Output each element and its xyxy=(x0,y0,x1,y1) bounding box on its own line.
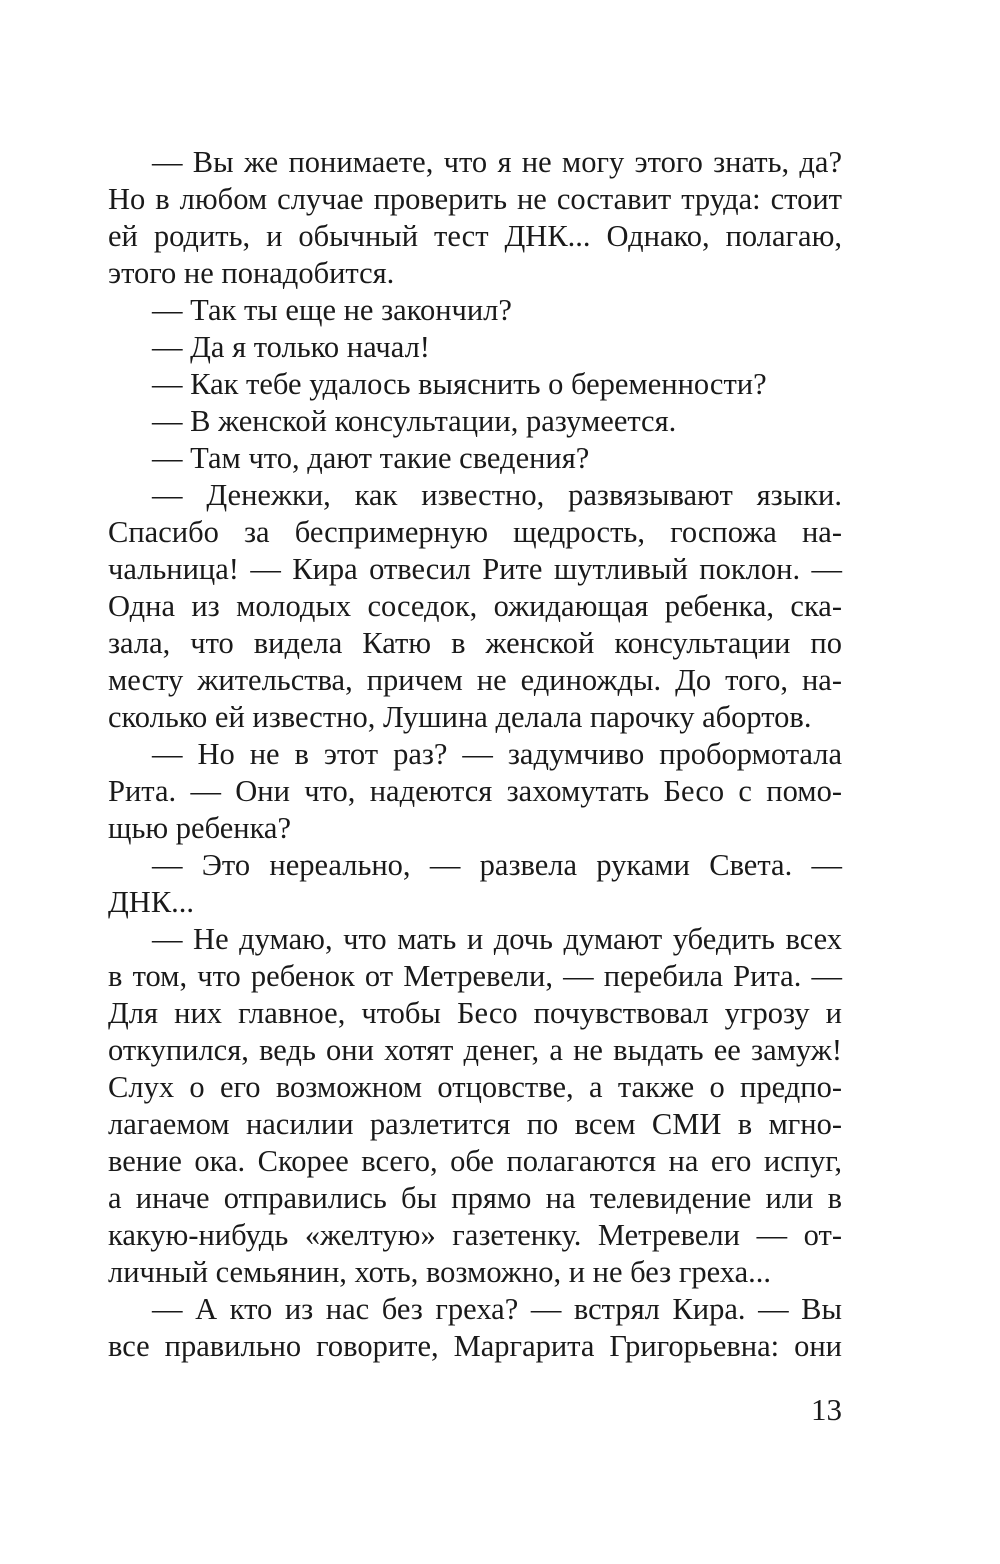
text-line: Но в любом случае проверить не составит труда: стоит xyxy=(108,182,842,216)
text-line: Спасибо за беспримерную щедрость, госпожа на- xyxy=(108,515,842,549)
paragraph xyxy=(108,921,842,1291)
body-text xyxy=(108,144,842,1365)
text-line: — Но не в этот раз? — задумчиво пробормотала xyxy=(152,737,842,771)
text-line: вение ока. Скорее всего, обе полагаются на его испуг, xyxy=(108,1144,842,1178)
text-line: — Так ты еще не закончил? xyxy=(152,293,512,327)
paragraph xyxy=(108,736,842,847)
text-line: — Денежки, как известно, развязывают языки. xyxy=(152,478,842,512)
text-line: а иначе отправились бы прямо на телевидение или в xyxy=(108,1181,842,1215)
text-line: — Как тебе удалось выяснить о беременности? xyxy=(152,367,767,401)
paragraph xyxy=(108,847,842,921)
text-line: Слух о его возможном отцовстве, а также о предпо- xyxy=(108,1070,842,1104)
text-line: — Вы же понимаете, что я не могу этого знать, да? xyxy=(152,145,842,179)
text-line: личный семьянин, хоть, возможно, и не без греха... xyxy=(108,1255,772,1289)
paragraph xyxy=(108,440,842,477)
text-line: какую-нибудь «желтую» газетенку. Метревели — от- xyxy=(108,1218,842,1252)
text-line: зала, что видела Катю в женской консультации по xyxy=(108,626,842,660)
paragraph xyxy=(108,292,842,329)
text-line: Для них главное, чтобы Бесо почувствовал угрозу и xyxy=(108,996,842,1030)
text-line: лагаемом насилии разлетится по всем СМИ в мгно- xyxy=(108,1107,842,1141)
text-line: — Да я только начал! xyxy=(152,330,430,364)
text-line: — Там что, дают такие сведения? xyxy=(152,441,590,475)
paragraph xyxy=(108,329,842,366)
text-line: — Не думаю, что мать и дочь думают убедить всех xyxy=(152,922,842,956)
text-line: Одна из молодых соседок, ожидающая ребенка, ска- xyxy=(108,589,842,623)
text-line: Рита. — Они что, надеются захомутать Бесо с помо- xyxy=(108,774,842,808)
paragraph xyxy=(108,403,842,440)
text-line: месту жительства, причем не единожды. До того, на- xyxy=(108,663,842,697)
text-line: в том, что ребенок от Метревели, — перебила Рита. — xyxy=(108,959,842,993)
text-line: чальница! — Кира отвесил Рите шутливый поклон. — xyxy=(108,552,842,586)
text-line: этого не понадобится. xyxy=(108,256,395,290)
paragraph xyxy=(108,366,842,403)
paragraph xyxy=(108,144,842,292)
text-line: ей родить, и обычный тест ДНК... Однако, полагаю, xyxy=(108,219,842,253)
text-line: сколько ей известно, Лушина делала парочку абортов. xyxy=(108,700,812,734)
paragraph xyxy=(108,1291,842,1365)
text-line: откупился, ведь они хотят денег, а не выдать ее замуж! xyxy=(108,1033,842,1067)
page-number: 13 xyxy=(811,1392,842,1427)
text-line: щью ребенка? xyxy=(108,811,291,845)
text-line: — Это нереально, — развела руками Света. — xyxy=(152,848,842,882)
text-line: ДНК... xyxy=(108,885,195,919)
text-line: все правильно говорите, Маргарита Григорьевна: они xyxy=(108,1329,842,1363)
text-line: — А кто из нас без греха? — встрял Кира. — Вы xyxy=(152,1292,842,1326)
text-line: — В женской консультации, разумеется. xyxy=(152,404,677,438)
paragraph xyxy=(108,477,842,736)
